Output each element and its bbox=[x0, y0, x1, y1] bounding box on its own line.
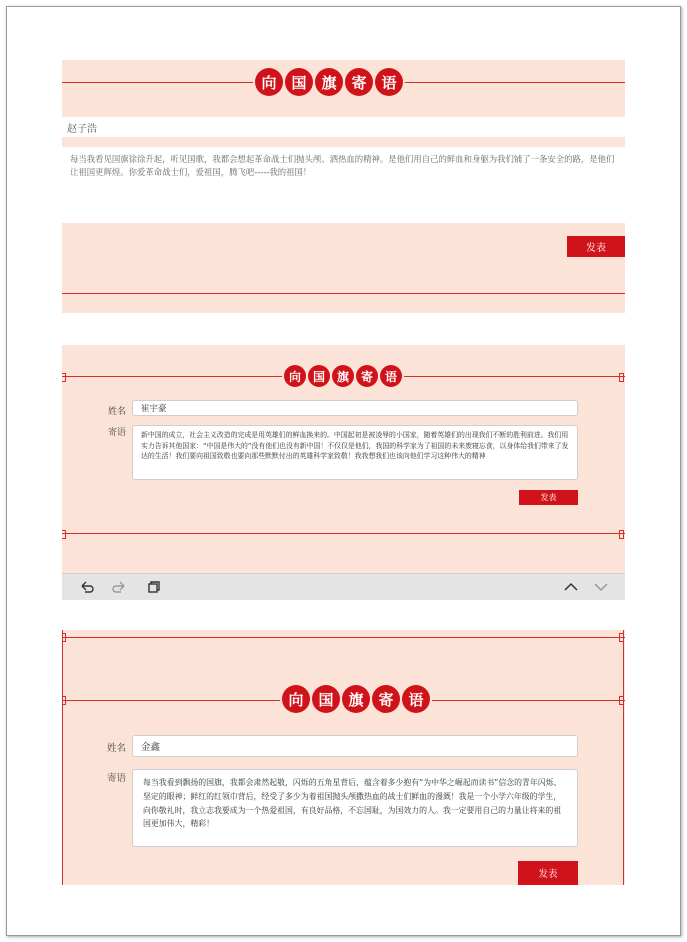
left-frame-line bbox=[62, 630, 63, 885]
title-char: 寄 bbox=[372, 685, 400, 713]
title-char: 国 bbox=[312, 685, 340, 713]
title-char: 旗 bbox=[315, 68, 343, 96]
name-field[interactable]: 赵子浩 bbox=[62, 117, 625, 137]
name-label: 姓名 bbox=[107, 743, 127, 754]
frame-corner-mark bbox=[619, 530, 624, 539]
message-label: 寄语 bbox=[107, 773, 127, 784]
panel-title bbox=[255, 68, 405, 96]
bottom-line bbox=[62, 293, 625, 294]
screenshot-panel-2 bbox=[62, 345, 625, 600]
title-char: 国 bbox=[308, 365, 330, 387]
chevron-up-icon[interactable] bbox=[562, 578, 580, 596]
back-arrow-icon[interactable] bbox=[78, 578, 96, 596]
title-char: 向 bbox=[282, 685, 310, 713]
title-char: 语 bbox=[375, 68, 403, 96]
title-char: 向 bbox=[284, 365, 306, 387]
forward-arrow-icon[interactable] bbox=[110, 578, 128, 596]
message-field[interactable]: 每当我看见国旗徐徐升起，听见国歌，我都会想起革命战士们抛头颅、洒热血的精神。是他们用自己的鲜血和身躯为我们铺了一条安全的路，是他们让祖国更辉煌。你爱革命战士们，爱祖国，腾飞吧-----我的祖国！ bbox=[62, 147, 625, 223]
frame-corner-mark bbox=[619, 373, 624, 382]
top-line bbox=[62, 637, 625, 638]
screenshot-panel-3 bbox=[62, 630, 625, 885]
submit-button[interactable]: 发表 bbox=[519, 490, 578, 505]
panel-title bbox=[284, 365, 404, 387]
system-navbar bbox=[62, 573, 625, 600]
frame-corner-mark bbox=[62, 530, 66, 539]
chevron-down-icon[interactable] bbox=[592, 578, 610, 596]
message-textarea[interactable]: 每当我看到飘扬的国旗，我都会肃然起敬，闪烁的五角星背后，蕴含着多少抱有“为中华之崛起而读书”信念的青年闪烁、坚定的眼神；鲜红的红领巾背后，经受了多少为着祖国抛头颅撒热血的战士们鲜血的漫溉！我是一个小学六年级的学生，向你敬礼时，我立志我要成为一个热爱祖国，有良好品格，不忘国耻，为国效力的人。我一定要用自己的力量让将来的祖国更加伟大，精彩！ bbox=[132, 769, 578, 847]
title-char: 寄 bbox=[345, 68, 373, 96]
bottom-line bbox=[62, 533, 625, 534]
title-char: 语 bbox=[402, 685, 430, 713]
panel-title bbox=[282, 685, 432, 713]
screenshot-panel-1 bbox=[62, 60, 625, 313]
name-input[interactable]: 金鑫 bbox=[132, 735, 578, 757]
title-char: 旗 bbox=[332, 365, 354, 387]
message-label: 寄语 bbox=[108, 428, 127, 438]
right-frame-line bbox=[623, 630, 624, 885]
title-char: 向 bbox=[255, 68, 283, 96]
name-label: 姓名 bbox=[108, 407, 127, 417]
recent-apps-icon[interactable] bbox=[144, 578, 162, 596]
submit-button[interactable]: 发表 bbox=[567, 236, 625, 257]
frame-corner-mark bbox=[619, 696, 624, 705]
name-input[interactable]: 崔宇豪 bbox=[132, 400, 578, 416]
message-textarea[interactable]: 新中国的成立，社会主义改造的完成是用英雄们的鲜血换来的。中国起初是被凌辱的小国家，随着英雄们的出现我们不断的胜利前进。我们用实力告诉其他国家：“中国是伟大的”没有他们也没有新中国！不仅仅是他们，我国的科学家为了祖国的未来废寝忘食，以身体给我们带来了发达的生活！我们要向祖国致敬也要向那些默默付出的英雄科学家致敬！我我想我们也该向他们学习这种伟大的精神 bbox=[132, 425, 578, 480]
title-char: 寄 bbox=[356, 365, 378, 387]
title-char: 旗 bbox=[342, 685, 370, 713]
title-char: 语 bbox=[380, 365, 402, 387]
frame-corner-mark bbox=[62, 696, 66, 705]
submit-button[interactable]: 发表 bbox=[518, 861, 578, 885]
title-char: 国 bbox=[285, 68, 313, 96]
frame-corner-mark bbox=[62, 373, 66, 382]
